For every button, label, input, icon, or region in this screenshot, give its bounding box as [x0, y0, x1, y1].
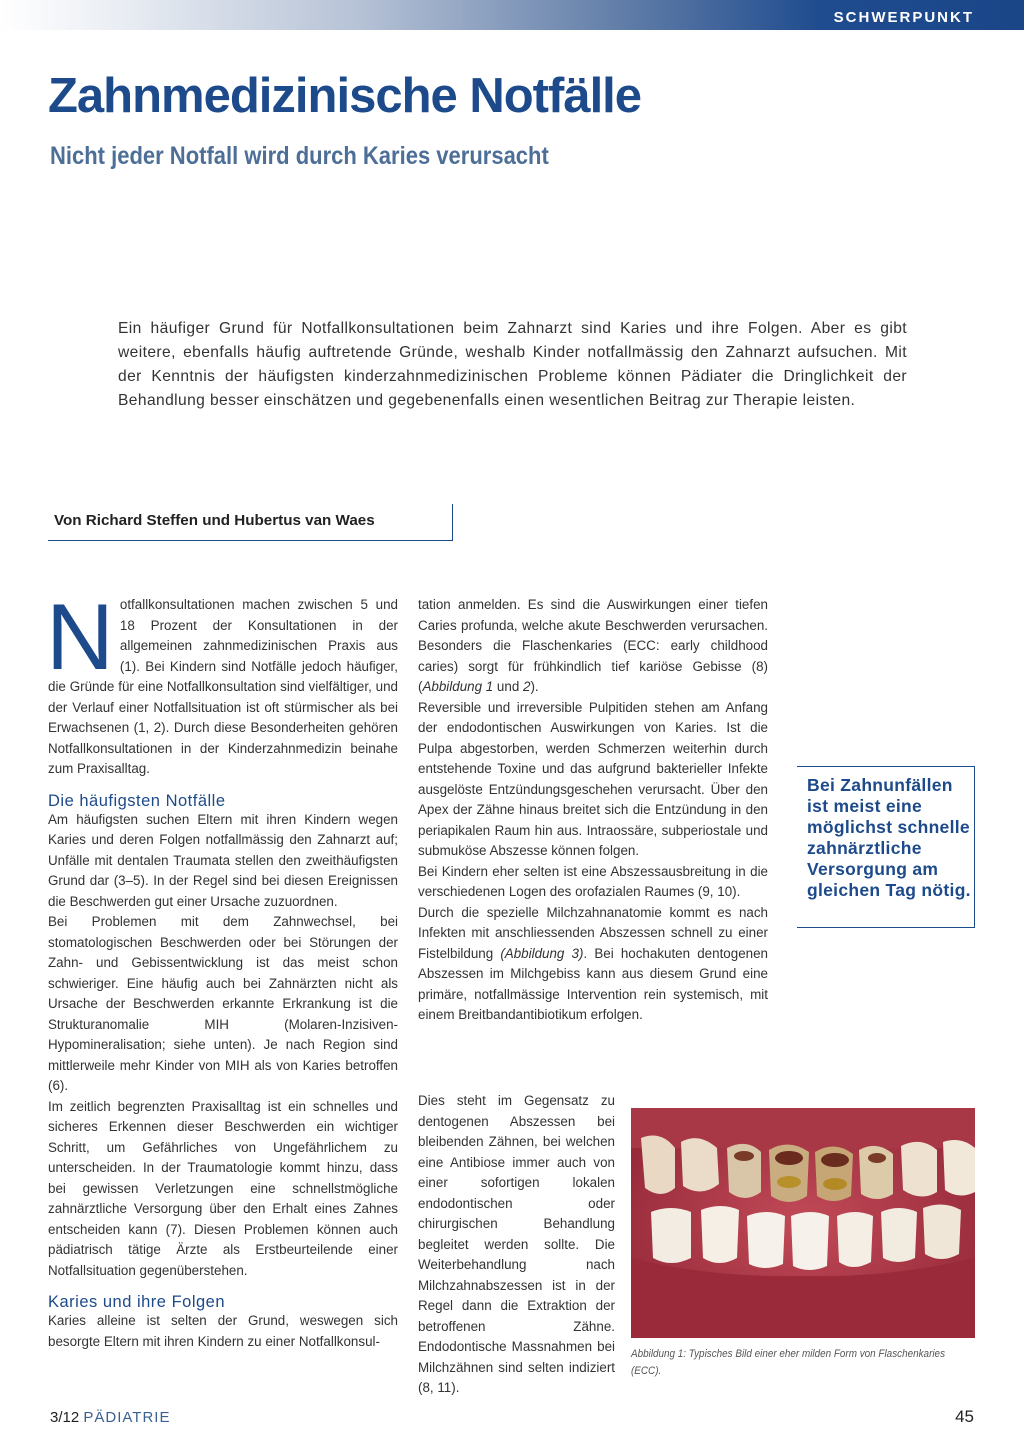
paragraph: Im zeitlich begrenzten Praxisalltag ist ein schnelles und sicheres Erkennen dieser Beschwerden ein wichtiger Schritt, um Gefährliches von Ungefährlichem zu unterscheiden. In der Traumatologie kommt hinzu, dass bei gewissen Verletzungen eine schnellstmögliche zahnärztliche Versorgung über den Erhalt eines Zahnes entscheiden kann (7). Diesen Problemen können auch pädiatrisch tätige Ärzte als Erstbeurteilende einer Notfallsituation gegenüberstehen.: [48, 1098, 398, 1278]
intro-text: otfallkonsultationen machen zwischen 5 und 18 Prozent der Konsultationen in der allgemeinen zahnmedizinischen Praxis aus (1). Bei Kindern sind Notfälle jedoch häufiger, die Gründe für eine Notfallkonsultation sind vielfältiger, und der Verlauf einer Notfallsituation ist oft stürmischer als bei Erwachsenen (1, 2). Durch diese Besonderheiten gehören Notfallkonsultationen in der Kinderzahnmedizin beinahe zum Praxisalltag.: [48, 597, 398, 776]
page-number: 45: [955, 1407, 974, 1426]
paragraph: Reversible und irreversible Pulpitiden stehen am Anfang der endodontischen Auswirkungen von Karies. Ist die Pulpa abgestorben, werden Schmerzen weiterhin durch entstehende Toxine und das aufgrund bakterieller Infekte ausgelöste Entzündungsgeschehen verursacht. Über den Apex der Zähne hinaus breitet sich die Entzündung in den periapikalen Raum hin aus. Intraossäre, subperiostale und submuköse Abszesse können folgen.: [418, 699, 768, 858]
heading-karies: Karies und ihre Folgen: [48, 1293, 226, 1311]
text-run: tation anmelden. Es sind die Auswirkungen einer tiefen Caries profunda, welche akute Beschwerden verursachen. Besonders die Flaschenkaries (ECC: early childhood caries) sorgt für frühkindlich tief kariöse Gebisse (8) (: [418, 597, 768, 694]
lead-paragraph: Ein häufiger Grund für Notfallkonsultationen beim Zahnarzt sind Karies und ihre Folgen. Aber es gibt weitere, ebenfalls häufig auftretende Gründe, weshalb Kinder notfallmässig den Zahnarzt aufsuchen. Mit der Kenntnis der häufigsten kinderzahnmedizinischen Probleme können Pädiater die Dringlichkeit der Behandlung besser einschätzen und gegebenenfalls einen wesentlichen Beitrag zur Therapie leisten.: [118, 320, 907, 409]
paragraph: [418, 595, 768, 698]
issue-number: 3/12: [50, 1409, 80, 1426]
paragraph: Dies steht im Gegensatz zu dentogenen Abszessen bei bleibenden Zähnen, bei welchen eine Antibiose immer auch von einer sofortigen lokalen endodontischen oder chirurgischen Behandlung begleitet werden sollte. Die Weiterbehandlung nach Milchzahnabszessen ist in der Regel dann die Extraktion der betroffenen Zähne. Endodontische Massnahmen bei Milchzähnen sind selten indiziert (8, 11).: [418, 1093, 615, 1395]
article-title: Zahnmedizinische Notfälle: [48, 69, 642, 123]
figure-caption: Abbildung 1: Typisches Bild einer eher milden Form von Flaschenkaries (ECC).: [631, 1348, 946, 1377]
pull-quote: [797, 766, 975, 928]
column-2-continued: [418, 1091, 615, 1399]
paragraph: [418, 903, 768, 1026]
footer-issue: [50, 1409, 170, 1426]
figure-reference: 2: [523, 679, 531, 694]
text-run: und: [493, 679, 523, 694]
section-label: SCHWERPUNKT: [833, 9, 974, 26]
header-bar: [0, 0, 1024, 30]
teeth-illustration: [631, 1108, 975, 1338]
figure-photo-teeth: [631, 1108, 975, 1338]
paragraph: Bei Problemen mit dem Zahnwechsel, bei stomatologischen Beschwerden oder bei Störungen der Zahn- und Gebissentwicklung ist das meist schon schwieriger. Eine häufig auch bei Zahnärzten nicht als Ursache der Beschwerden erkannte Erkrankung ist die Strukturanomalie MIH (Molaren-Inzisiven-Hypomineralisation; siehe unten). Je nach Region sind mittlerweile mehr Kinder von MIH als von Karies betroffen (6).: [48, 914, 398, 1093]
column-1: [46, 584, 398, 1352]
author-line: Von Richard Steffen und Hubertus van Waes: [54, 512, 375, 529]
paragraph: Bei Kindern eher selten ist eine Abszessausbreitung in die verschiedenen Logen des orofazialen Raumes (9, 10).: [418, 863, 768, 899]
paragraph: Am häufigsten suchen Eltern mit ihren Kindern wegen Karies und deren Folgen notfallmässig den Zahnarzt auf; Unfälle mit dentalen Traumata stellen den zweithäufigsten Grund dar (3–5). In der Regel sind bei diesen Ereignissen die Beschwerden gut einer Ursache zuzuordnen.: [48, 811, 398, 909]
intro-paragraph: [46, 584, 398, 780]
article-subtitle: Nicht jeder Notfall wird durch Karies verursacht: [50, 142, 549, 170]
paragraph: Karies alleine ist selten der Grund, weswegen sich besorgte Eltern mit ihren Kindern zu einer Notfallkonsul-: [48, 1313, 398, 1349]
figure-reference: Abbildung 1: [422, 679, 494, 694]
heading-haeufigste-notfaelle: Die häufigsten Notfälle: [48, 791, 226, 810]
column-2: [418, 595, 768, 1026]
publication-name: PÄDIATRIE: [83, 1409, 171, 1426]
pull-quote-text: Bei Zahnunfällen ist meist eine möglichst schnelle zahnärztliche Versorgung am gleichen Tag nötig.: [807, 775, 971, 900]
figure-reference: (Abbildung 3): [500, 945, 584, 961]
drop-cap: N: [46, 584, 114, 689]
author-box: [48, 504, 453, 541]
text-run: ).: [530, 679, 539, 694]
text-run: . Bei hochakuten dentogenen Abszessen im Milchgebiss kann aus diesem Grund eine primäre, notfallmässige Intervention rein systemisch, mit einem Breitbandantibiotikum erfolgen.: [418, 945, 768, 1022]
text-run: Durch die spezielle Milchzahnanatomie kommt es nach Infekten mit anschliessenden Abszessen schnell zu einer Fistelbildung: [418, 904, 768, 961]
